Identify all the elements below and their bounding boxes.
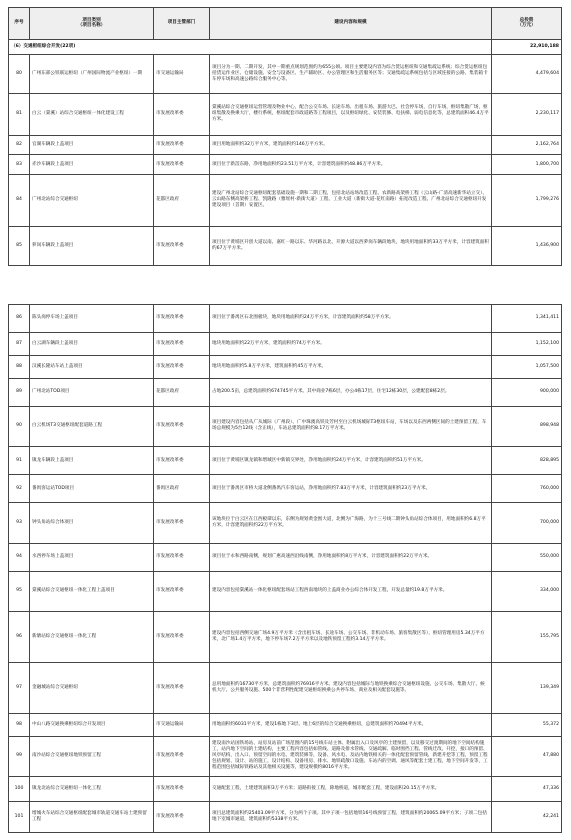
- row-content: 项目位于番禺区石北围板块，地块用地面积约24万平方米，计容建筑面积约58万平方米。: [210, 305, 492, 333]
- row-content: 项目位于永和西路南侧，规划广惠高速西沿线南侧，净用地面积约8万平方米，计容建筑面积约22万平方米。: [210, 543, 492, 571]
- row-project-name: 棠溪站综合交通枢纽一体化工程上盖项目: [30, 571, 154, 612]
- row-project-name: 钟头角站综合体项目: [30, 502, 154, 543]
- row-investment: 47,336: [492, 777, 562, 802]
- row-investment: 1,341,411: [492, 305, 562, 333]
- row-project-name: 赤沙车辆段上盖项目: [30, 155, 154, 175]
- row-number: 83: [9, 155, 30, 175]
- header-dept: 项目主管部门: [154, 8, 210, 40]
- section-row: [9, 39, 562, 54]
- row-investment: 4,479,604: [492, 54, 562, 93]
- row-investment: 334,000: [492, 571, 562, 612]
- table-row: [9, 332, 562, 355]
- row-content: 建设内容包括棠溪站一体化枢纽配套场站工程西南地块的上盖商业办公综合体开发工程，开发总量约19.8万平方米。: [210, 571, 492, 612]
- row-department: 市发展改革委: [154, 736, 210, 777]
- section-label: （6）交通枢纽综合开发(22项): [9, 39, 492, 54]
- row-number: 86: [9, 305, 30, 333]
- row-department: 市发展改革委: [154, 502, 210, 543]
- row-investment: 1,436,900: [492, 226, 562, 265]
- row-project-name: 南沙站综合交通枢纽地铁预留工程: [30, 736, 154, 777]
- section-total: 22,910,188: [492, 39, 562, 54]
- row-investment: 1,152,100: [492, 332, 562, 355]
- row-project-name: 金融城站综合交通枢纽: [30, 662, 154, 713]
- row-project-name: 中山八路交通换乘枢纽综合开发项目: [30, 713, 154, 736]
- row-number: 101: [9, 802, 30, 833]
- row-project-name: 新塘站综合交通枢纽一体化工程: [30, 612, 154, 663]
- row-content: 项目用地面积约32万平方米，建筑面积约146万平方米。: [210, 135, 492, 155]
- row-number: 85: [9, 226, 30, 265]
- header-content: 建设内容和规模: [210, 8, 492, 40]
- row-project-name: 萝岗车辆段上盖项目: [30, 226, 154, 265]
- row-content: 项目位于黄埔区开创大道以南、嘉红一路以东、华河路以北、开源大道以西萝岗车辆段地块，地块用地面积约33万平方米，计容建筑面积约67万平方米。: [210, 226, 492, 265]
- table-row: [9, 54, 562, 93]
- row-investment: 700,000: [492, 502, 562, 543]
- row-investment: 550,000: [492, 543, 562, 571]
- row-project-name: 白云（棠溪）站综合交通枢纽一体化建设工程: [30, 93, 154, 135]
- row-investment: 139,349: [492, 662, 562, 713]
- table-row: [9, 175, 562, 227]
- table-row: [9, 543, 562, 571]
- row-content: 建设南沙站国铁场站、站房及站前广场范围内的15号线车站主体、附属出入口及风亭的土建预留，以及移交过渡期间的地下空间结构施工，站内地下空间的土建结构，主要工程内容包括如管线、道路及排水管线、交通疏解、临时围挡工程、管线迁改、开挖，接口的预留、风亭结构，出入口、预留空间的水电、建筑装修等，设备、风水电、及站内地铁相关的一体化配套预留管线、新建开挖等工程，预留工程包括规划、设计、站的施工，设计结构、设备用房、排水、地铁疏散口设施、车站内的空调、通风等配套土建工程，地下空间开发等，工程范围包括城际铁路站及其他相关设施等，建设规模约8016平方米。: [210, 736, 492, 777]
- row-content: 交通配套工程，土建建筑面积3万平方米；道路衔接工程，除地桥道，城市配套工程，建设面积20.15万平方米。: [210, 777, 492, 802]
- row-investment: 55,372: [492, 713, 562, 736]
- row-content: 总用地面积约16730平方米，总建筑面积约76916平方米。建设内容包括城际与地铁换乘综合交通枢纽设施、公交车场、集散大厅、候机大厅、公共服务设施、500个非营利性配建交通枢纽换乘公共停车场、商业及相关配套设施等。: [210, 662, 492, 713]
- row-content: 项目总建筑面积约25403.09平方米，分为两个子项。其中子项一包括地铁16号线预留工程，建筑面积约20065.09平方米；子项二包括地下室城市通道，建筑面积约5338平方米。: [210, 802, 492, 833]
- project-table-part2: [8, 304, 562, 833]
- row-project-name: 陈头岗停车场上盖项目: [30, 305, 154, 333]
- row-number: 80: [9, 54, 30, 93]
- row-number: 81: [9, 93, 30, 135]
- row-number: 96: [9, 612, 30, 663]
- header-investment: 总投资 （万元）: [492, 8, 562, 40]
- row-department: 市交通运输局: [154, 713, 210, 736]
- row-number: 87: [9, 332, 30, 355]
- row-department: 市发展改革委: [154, 612, 210, 663]
- table-header-row: [9, 8, 562, 40]
- row-number: 92: [9, 475, 30, 503]
- row-number: 89: [9, 378, 30, 406]
- row-investment: 42,241: [492, 802, 562, 833]
- row-department: 市发展改革委: [154, 406, 210, 447]
- row-department: 市发展改革委: [154, 777, 210, 802]
- row-investment: 900,000: [492, 378, 562, 406]
- table-block-2: [8, 304, 561, 833]
- row-content: 地块用地面积约22万平方米，建筑面积约74万平方米。: [210, 332, 492, 355]
- row-number: 88: [9, 355, 30, 378]
- table-row: [9, 447, 562, 475]
- row-content: 项目位于番禺区市桥大道北侧番禺汽车客运站，净用地面积约7.83万平方米，计容建筑面积约23万平方米。: [210, 475, 492, 503]
- row-number: 98: [9, 713, 30, 736]
- row-project-name: 官湖车辆段上盖项目: [30, 135, 154, 155]
- project-table-part1: [8, 7, 562, 266]
- row-content: 项目建设内容包括从广从城际（广州段）、广中珠澳高铁及芳村至白云机场城际T3枢纽车站，车场以及东西两侧区间的土建预留工程，车场总规模为5台12线（含正线），车站总建筑面积约8.17万平方米。: [210, 406, 492, 447]
- table-row: [9, 736, 562, 777]
- row-department: 市发展改革委: [154, 447, 210, 475]
- row-investment: 898,948: [492, 406, 562, 447]
- row-investment: 2,230,117: [492, 93, 562, 135]
- table-block-1: [8, 7, 561, 266]
- row-project-name: 增城火车站综合交通枢纽配套城市轨道交通车站土建预留工程: [30, 802, 154, 833]
- row-number: 94: [9, 543, 30, 571]
- table-row: [9, 777, 562, 802]
- row-department: 市发展改革委: [154, 355, 210, 378]
- table-row: [9, 155, 562, 175]
- row-content: 地块用地面积约5.8万平方米，建筑面积约45万平方米。: [210, 355, 492, 378]
- row-investment: 1,800,700: [492, 155, 562, 175]
- table-row: [9, 135, 562, 155]
- row-department: 市发展改革委: [154, 332, 210, 355]
- row-department: 市发展改革委: [154, 543, 210, 571]
- row-number: 91: [9, 447, 30, 475]
- table-row: [9, 802, 562, 833]
- row-project-name: 白云机场T3交通枢纽配套道路工程: [30, 406, 154, 447]
- row-content: 项目分为一期、二期开发，其中一期重点规划范围约为655公顷。项目主要建设内容为综合货运枢纽和交通集疏运系统；综合货运枢纽包括货运作业区、仓储设施、安全与设备区、生产辅助区、办公管理区和生活服务区等；交通集疏运系统包括与区域连接的公路、集装箱卡车停车场和高速公路综合服务中心等。: [210, 54, 492, 93]
- row-department: 花都区政府: [154, 175, 210, 227]
- row-department: 花都区政府: [154, 378, 210, 406]
- table-row: [9, 502, 562, 543]
- row-project-name: 白云湖车辆段上盖项目: [30, 332, 154, 355]
- table-row: [9, 93, 562, 135]
- row-project-name: 镇龙北站综合交通枢纽一体化工程: [30, 777, 154, 802]
- row-investment: 2,162,764: [492, 135, 562, 155]
- table-row: [9, 226, 562, 265]
- row-department: 市发展改革委: [154, 226, 210, 265]
- row-content: 建设内容包括西侧交通广场4.9万平方米（含出租车场、长途车场、公交车场、非机动车场、旅客集散区等），枢纽管理用房5.34万平方米，北广场1.4万平方米，地下停车场7.2万平方米以及地铁预留工程约3.14万平方米。: [210, 612, 492, 663]
- row-project-name: 汉溪长隆站车站上盖项目: [30, 355, 154, 378]
- row-content: 占地200.5亩，总建筑面积约674745平方米。其中商业7栋6层，办公4栋17层，住宅12栋30层，公建配套8栋2层。: [210, 378, 492, 406]
- row-department: 市发展改革委: [154, 155, 210, 175]
- header-no: 序号: [9, 8, 30, 40]
- row-department: 番禺区政府: [154, 475, 210, 503]
- row-number: 82: [9, 135, 30, 155]
- table-row: [9, 378, 562, 406]
- table-row: [9, 406, 562, 447]
- row-department: 市发展改革委: [154, 802, 210, 833]
- row-department: 市发展改革委: [154, 662, 210, 713]
- row-number: 100: [9, 777, 30, 802]
- row-department: 市发展改革委: [154, 305, 210, 333]
- row-number: 99: [9, 736, 30, 777]
- row-department: 市发展改革委: [154, 93, 210, 135]
- row-investment: 155,795: [492, 612, 562, 663]
- row-investment: 760,000: [492, 475, 562, 503]
- row-department: 市发展改革委: [154, 135, 210, 155]
- row-content: 该地块位于白云区在江西板谭以东，东侧为规划黄金围大道，北侧为广海路，为十三号线二期钟头角站综合体项目，用地面积约6.8万平方米，计容建筑面积约22万平方米。: [210, 502, 492, 543]
- table-row: [9, 305, 562, 333]
- table-row: [9, 355, 562, 378]
- row-investment: 1,057,500: [492, 355, 562, 378]
- table-row: [9, 612, 562, 663]
- row-content: 建设广州北站综合交通枢纽配套基础设施一期和二期工程，包括北站站场改造工程、农新路高架桥工程（云山路-广清高速新华站立交）、云山路东侧高架桥工程、凯隆路（雅瑶村-新街大道）工程、工业大道（新街大道-花红南路）拓宽改造工程、广州北站综合交通枢纽开发建设项目（首期）安置区。: [210, 175, 492, 227]
- row-content: 项目位于黄埔区镇龙镇和增城区中新镇交界处，净用地面积约24万平方米，计容建筑面积约51万平方米。: [210, 447, 492, 475]
- row-project-name: 广州东部公铁联运枢纽（广州国际物流产业枢纽）一期: [30, 54, 154, 93]
- row-number: 93: [9, 502, 30, 543]
- row-number: 90: [9, 406, 30, 447]
- row-number: 84: [9, 175, 30, 227]
- row-project-name: 广州北站综合交通枢纽: [30, 175, 154, 227]
- row-project-name: 番禺客运站TOD项目: [30, 475, 154, 503]
- row-investment: 47,880: [492, 736, 562, 777]
- row-investment: 828,895: [492, 447, 562, 475]
- row-content: 用地面积约6031平方米，建设1栋地下3层、地上6层的综合交通换乘枢纽，总建筑面积约70494平方米。: [210, 713, 492, 736]
- table-row: [9, 475, 562, 503]
- table-row: [9, 571, 562, 612]
- row-investment: 1,799,276: [492, 175, 562, 227]
- row-number: 97: [9, 662, 30, 713]
- table-row: [9, 662, 562, 713]
- header-name: 项目类别 （项目名称）: [30, 8, 154, 40]
- row-project-name: 水西停车场上盖项目: [30, 543, 154, 571]
- row-project-name: 镇龙车辆段上盖项目: [30, 447, 154, 475]
- row-department: 市交通运输局: [154, 54, 210, 93]
- row-project-name: 广州北站TOD项目: [30, 378, 154, 406]
- row-department: 市发展改革委: [154, 571, 210, 612]
- row-content: 棠溪站综合交通枢纽运营管理及物业中心，配合公交车场、长途车场、出租车场、旅游大巴、社会停车场，自行车场，枢纽集散广场，枢纽集散及换乘大厅，楼行系统，枢纽配套市政道路等工程项目，以及枢纽绿化、安装装修、电扶梯、弱电信息化等，总建筑面积46.4万平方米。: [210, 93, 492, 135]
- row-content: 项目位于新滘东路，净用地面积约23.51万平方米，计容建筑面积约48.86万平方米。: [210, 155, 492, 175]
- table-row: [9, 713, 562, 736]
- row-number: 95: [9, 571, 30, 612]
